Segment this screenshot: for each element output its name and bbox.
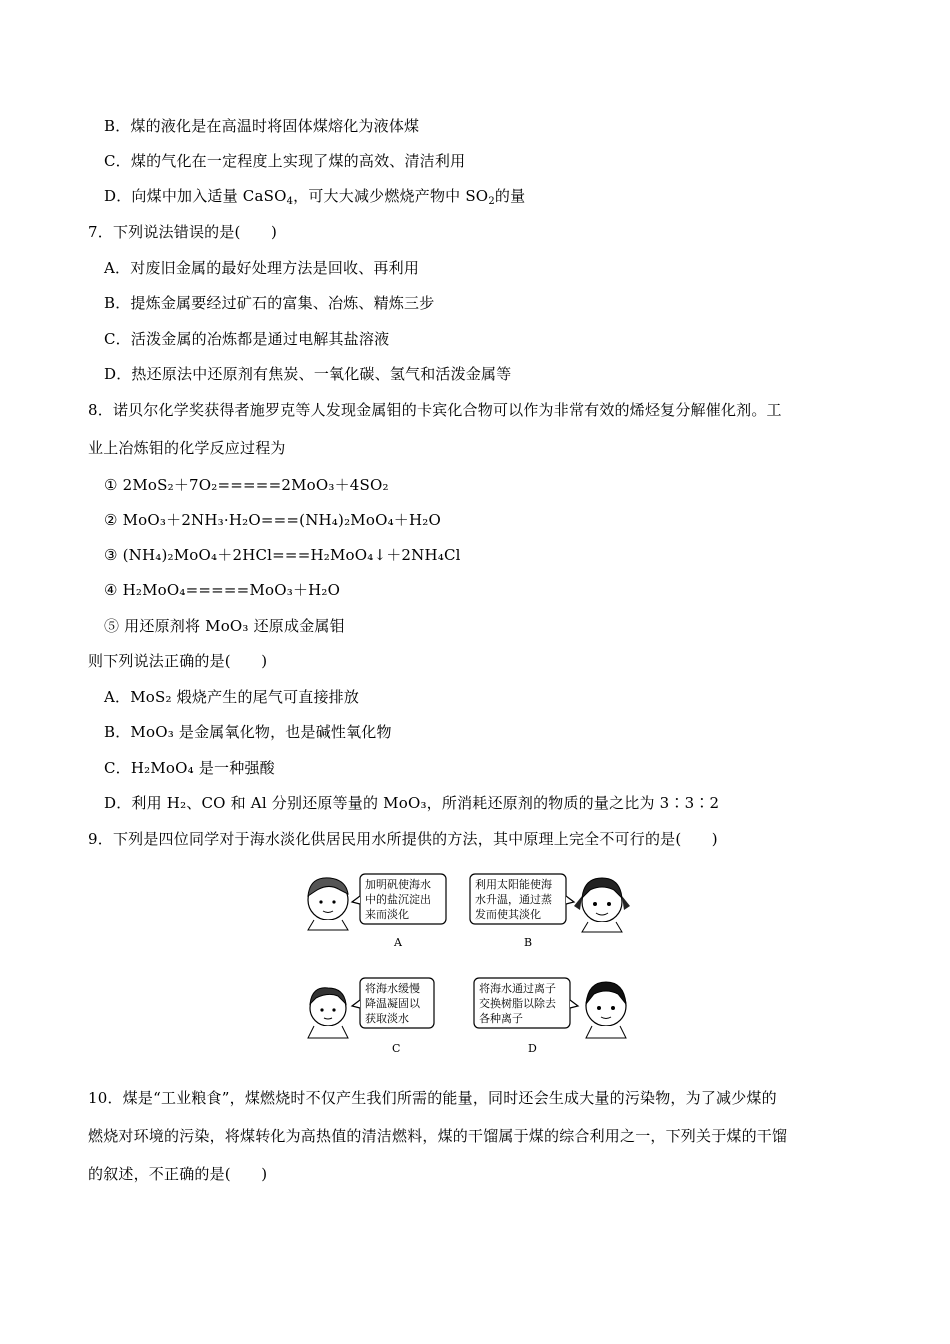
- q8-reaction-1: ① 2MoS₂＋7O₂=====2MoO₃＋4SO₂: [104, 476, 389, 494]
- q6-option-b: B．煤的液化是在高温时将固体煤熔化为液体煤: [104, 117, 420, 135]
- q7-option-a: A．对废旧金属的最好处理方法是回收、再利用: [104, 259, 420, 277]
- q8-reaction-4: ④ H₂MoO₄=====MoO₃＋H₂O: [104, 581, 341, 599]
- panel-label-d: D: [528, 1042, 537, 1055]
- bubble-b-line-2: 水升温，通过蒸: [475, 893, 552, 906]
- bubble-a-line-2: 中的盐沉淀出: [365, 893, 431, 906]
- boy-icon: [308, 878, 348, 930]
- q10-line-2: 燃烧对环境的污染，将煤转化为高热值的清洁燃料，煤的干馏属于煤的综合利用之一，下列关于煤的干馏: [88, 1127, 788, 1145]
- panel-b: [470, 874, 630, 949]
- q8-reaction-2: ② MoO₃＋2NH₃·H₂O===(NH₄)₂MoO₄＋H₂O: [104, 511, 441, 529]
- q10-line-1: 10．煤是“工业粮食”，煤燃烧时不仅产生我们所需的能量，同时还会生成大量的污染物，为了减少煤的: [88, 1089, 777, 1107]
- q8-option-c: C．H₂MoO₄ 是一种强酸: [104, 759, 275, 777]
- q7-option-d: D．热还原法中还原剂有焦炭、一氧化碳、氢气和活泼金属等: [104, 365, 512, 383]
- q10-line-3: 的叙述，不正确的是( ): [88, 1165, 268, 1183]
- girl-icon: [574, 878, 630, 932]
- q8-reaction-5: ⑤ 用还原剂将 MoO₃ 还原成金属钼: [104, 617, 345, 635]
- panel-a: [308, 874, 446, 949]
- q8-stem-line1: 8．诺贝尔化学奖获得者施罗克等人发现金属钼的卡宾化合物可以作为非常有效的烯烃复分解催化剂。工: [88, 401, 782, 419]
- bubble-d-line-1: 将海水通过离子: [479, 982, 556, 995]
- q8-option-d: D．利用 H₂、CO 和 Al 分别还原等量的 MoO₃，所消耗还原剂的物质的量之比为 3∶3∶2: [104, 794, 720, 812]
- panel-d: [474, 978, 626, 1055]
- q6-option-c: C．煤的气化在一定程度上实现了煤的高效、清洁利用: [104, 152, 466, 170]
- q8-reaction-3: ③ (NH₄)₂MoO₄＋2HCl===H₂MoO₄↓＋2NH₄Cl: [104, 546, 461, 564]
- q9-illustration: [300, 866, 650, 1066]
- q7-option-c: C．活泼金属的冶炼都是通过电解其盐溶液: [104, 330, 390, 348]
- panel-label-a: A: [394, 936, 402, 949]
- q7-option-b: B．提炼金属要经过矿石的富集、冶炼、精炼三步: [104, 294, 435, 312]
- bubble-c-line-2: 降温凝固以: [365, 997, 420, 1010]
- bubble-a-line-3: 来而淡化: [365, 908, 409, 921]
- q8-option-a: A．MoS₂ 煅烧产生的尾气可直接排放: [104, 688, 360, 706]
- panel-c: [308, 978, 434, 1055]
- bubble-a-line-1: 加明矾使海水: [365, 878, 431, 891]
- bubble-d-line-2: 交换树脂以除去: [479, 997, 556, 1010]
- bubble-c-line-1: 将海水缓慢: [365, 982, 420, 995]
- bubble-b-line-3: 发而使其淡化: [475, 908, 541, 921]
- boy-icon: [308, 988, 348, 1038]
- q6-option-d: D．向煤中加入适量 CaSO$_4$，可大大减少燃烧产物中 $SO_2$的量: [104, 187, 526, 207]
- bubble-b-line-1: 利用太阳能使海: [475, 878, 552, 891]
- panel-label-b: B: [524, 936, 533, 949]
- girl-icon: [586, 982, 626, 1038]
- q9-stem: 9．下列是四位同学对于海水淡化供居民用水所提供的方法，其中原理上完全不可行的是( ): [88, 830, 718, 848]
- panel-label-c: C: [392, 1042, 401, 1055]
- q8-stem-line2: 业上冶炼钼的化学反应过程为: [88, 439, 286, 457]
- q7-stem: 7．下列说法错误的是( ): [88, 223, 278, 241]
- q8-ask: 则下列说法正确的是( ): [88, 652, 268, 670]
- bubble-d-line-3: 各种离子: [479, 1012, 523, 1025]
- bubble-c-line-3: 获取淡水: [365, 1012, 409, 1025]
- q8-option-b: B．MoO₃ 是金属氧化物，也是碱性氧化物: [104, 723, 392, 741]
